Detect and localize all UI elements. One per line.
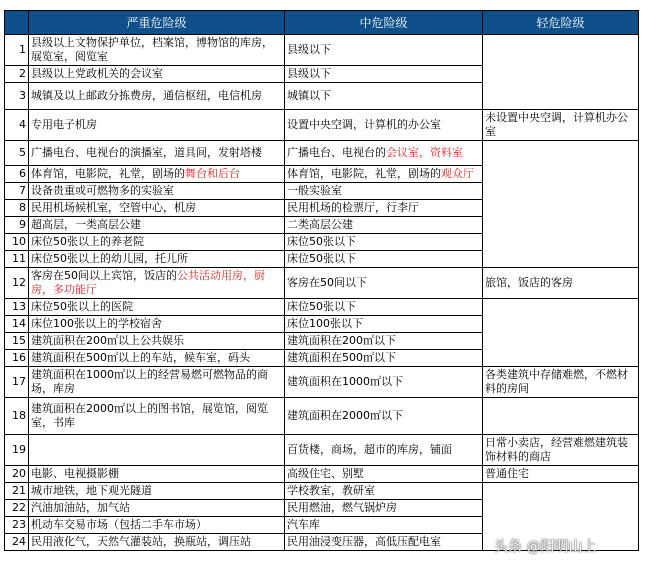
- table-row: [5, 35, 639, 66]
- severe-cell: 广播电台、电视台的演播室，道具间，发射塔楼: [29, 141, 285, 166]
- row-number: 11: [5, 251, 29, 268]
- medium-cell: 汽车库: [285, 517, 483, 534]
- severe-cell: 建筑面积在200㎡以上公共娱乐: [29, 333, 285, 350]
- medium-cell: 设置中央空调，计算机的办公室: [285, 110, 483, 141]
- severe-cell: 民用液化气，天然气灌装站，换瓶站，调压站: [29, 534, 285, 551]
- severe-cell: 建筑面积在1000㎡以上的经营易燃可燃物品的商场，库房: [29, 367, 285, 398]
- severe-cell: 超高层，一类高层公建: [29, 217, 285, 234]
- severe-cell: [29, 166, 285, 183]
- row-number: 20: [5, 466, 29, 483]
- medium-cell: 百货楼，商场，超市的库房，铺面: [285, 435, 483, 466]
- medium-cell: 一般实验室: [285, 183, 483, 200]
- severe-cell: 机动车交易市场（包括二手车市场）: [29, 517, 285, 534]
- header-number: [5, 11, 29, 35]
- row-number: 21: [5, 483, 29, 500]
- severe-cell: 专用电子机房: [29, 110, 285, 141]
- severe-cell: 床位50张以上的幼儿园，托儿所: [29, 251, 285, 268]
- table-row: [5, 141, 639, 166]
- row-number: 6: [5, 166, 29, 183]
- severe-highlight-text: 公共活动用房，厨房，多功能厅: [31, 269, 265, 296]
- row-number: 12: [5, 268, 29, 299]
- table-row: [5, 367, 639, 398]
- severe-cell: 县级以上党政机关的会议室: [29, 66, 285, 83]
- medium-cell: 建筑面积在200㎡以下: [285, 333, 483, 350]
- row-number: 22: [5, 500, 29, 517]
- severe-cell: [29, 268, 285, 299]
- row-number: 4: [5, 110, 29, 141]
- header-medium: 中危险级: [285, 11, 483, 35]
- table-row: [5, 398, 639, 435]
- severe-cell: 汽油加油站，加气站: [29, 500, 285, 517]
- table-row: [5, 483, 639, 500]
- row-number: 18: [5, 398, 29, 435]
- severe-text: 体育馆，电影院，礼堂，剧场的: [31, 167, 185, 180]
- medium-cell: 客房在50间以下: [285, 268, 483, 299]
- header-light: 轻危险级: [483, 11, 639, 35]
- watermark: 头条 @阳明山上: [494, 539, 597, 555]
- medium-cell: 城镇以下: [285, 83, 483, 110]
- light-cell: 各类建筑中存储难燃，不燃材料的房间: [483, 367, 639, 398]
- table-row: [5, 110, 639, 141]
- row-number: 24: [5, 534, 29, 551]
- medium-cell: 民用油浸变压器，高低压配电室: [285, 534, 483, 551]
- row-number: 17: [5, 367, 29, 398]
- severe-text: 客房在50间以上宾馆，饭店的: [31, 269, 177, 282]
- row-number: 19: [5, 435, 29, 466]
- severe-cell: 床位50张以上的医院: [29, 299, 285, 316]
- severe-cell: [29, 435, 285, 466]
- row-number: 8: [5, 200, 29, 217]
- row-number: 3: [5, 83, 29, 110]
- severe-cell: 床位50张以上的养老院: [29, 234, 285, 251]
- medium-cell: 床位50张以下: [285, 234, 483, 251]
- row-number: 15: [5, 333, 29, 350]
- row-number: 16: [5, 350, 29, 367]
- light-cell: 旅馆，饭店的客房: [483, 268, 639, 299]
- medium-cell: 民用燃油，燃气锅炉房: [285, 500, 483, 517]
- light-cell: [483, 141, 639, 268]
- severe-cell: 建筑面积在2000㎡以上的图书馆，展览馆，阅览室，书库: [29, 398, 285, 435]
- medium-highlight-text: 会议室，资料室: [386, 146, 463, 159]
- row-number: 5: [5, 141, 29, 166]
- hazard-level-table: [4, 10, 639, 551]
- medium-cell: 床位50张以下: [285, 251, 483, 268]
- light-cell: 日常小卖店，经营难燃建筑装饰材料的商店: [483, 435, 639, 466]
- row-number: 9: [5, 217, 29, 234]
- medium-cell: [285, 141, 483, 166]
- table-row: [5, 268, 639, 299]
- medium-cell: 建筑面积在2000㎡以下: [285, 398, 483, 435]
- medium-cell: [285, 166, 483, 183]
- severe-cell: 建筑面积在500㎡以上的车站，候车室，码头: [29, 350, 285, 367]
- row-number: 7: [5, 183, 29, 200]
- medium-cell: 床位100张以下: [285, 316, 483, 333]
- row-number: 14: [5, 316, 29, 333]
- row-number: 13: [5, 299, 29, 316]
- severe-cell: 设备贵重或可燃物多的实验室: [29, 183, 285, 200]
- table-row: [5, 435, 639, 466]
- row-number: 2: [5, 66, 29, 83]
- light-cell: 未设置中央空调，计算机办公室: [483, 110, 639, 141]
- medium-text: 体育馆，电影院，礼堂，剧场的: [287, 167, 441, 180]
- row-number: 1: [5, 35, 29, 66]
- medium-cell: 二类高层公建: [285, 217, 483, 234]
- medium-cell: 民用机场的检票厅，行李厅: [285, 200, 483, 217]
- table-row: [5, 466, 639, 483]
- medium-highlight-text: 观众厅: [441, 167, 474, 180]
- light-cell: 普通住宅: [483, 466, 639, 483]
- medium-cell: 县级以下: [285, 66, 483, 83]
- severe-cell: 城市地铁，地下观光隧道: [29, 483, 285, 500]
- medium-cell: 高级住宅、别墅: [285, 466, 483, 483]
- light-cell: [483, 398, 639, 435]
- medium-cell: 床位50张以下: [285, 299, 483, 316]
- header-severe: 严重危险级: [29, 11, 285, 35]
- table-row: [5, 299, 639, 316]
- severe-highlight-text: 舞台和后台: [185, 167, 240, 180]
- severe-cell: 电影、电视摄影棚: [29, 466, 285, 483]
- severe-cell: 县级以上文物保护单位，档案馆，博物馆的库房，展览室，阅览室: [29, 35, 285, 66]
- light-cell: [483, 35, 639, 110]
- medium-text: 广播电台、电视台的: [287, 146, 386, 159]
- row-number: 10: [5, 234, 29, 251]
- medium-cell: 建筑面积在500㎡以下: [285, 350, 483, 367]
- severe-cell: 床位100张以上的学校宿舍: [29, 316, 285, 333]
- medium-cell: 建筑面积在1000㎡以下: [285, 367, 483, 398]
- severe-cell: 城镇及以上邮政分拣费房，通信枢纽，电信机房: [29, 83, 285, 110]
- light-cell: [483, 299, 639, 367]
- severe-cell: 民用机场候机室，空管中心，机房: [29, 200, 285, 217]
- table-header-row: [5, 11, 639, 35]
- medium-cell: 县级以下: [285, 35, 483, 66]
- row-number: 23: [5, 517, 29, 534]
- medium-cell: 学校教室，教研室: [285, 483, 483, 500]
